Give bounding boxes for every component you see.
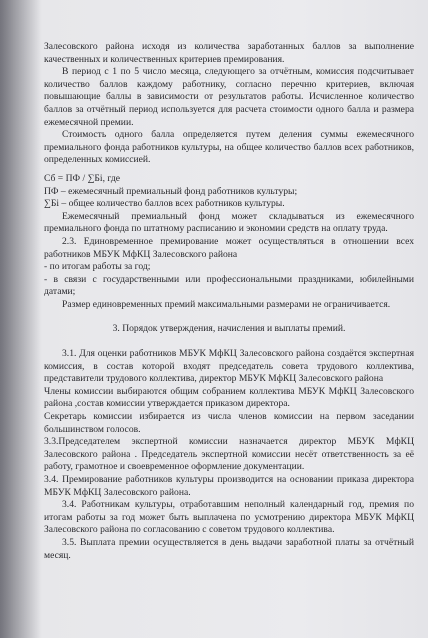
paragraph: Размер единовременных премий максимальными размерами не ограничивается. — [62, 298, 391, 310]
formula-legend: ПФ – ежемесячный премиальный фонд работников культуры; — [44, 185, 298, 197]
paragraph: 3.4. Работникам культуры, отработавшим неполный календарный год, премия по итогам работы за год может быть выплачена по усмотрению директора МБУК МфКЦ Залесовского района по согласованию с советом трудового коллектива. — [44, 499, 414, 536]
paragraph: 2.3. Единовременное премирование может осуществляться в отношении всех работников МБУК МфКЦ Залесовского района — [44, 235, 414, 260]
formula-line: Сб = ПФ / ∑Бi, где — [44, 172, 120, 184]
paragraph: 3.5. Выплата премии осуществляется в день выдачи заработной платы за отчётный месяц. — [44, 536, 414, 561]
paragraph: Секретарь комиссии избирается из числа членов комиссии на первом заседании большинством голосов. — [44, 411, 414, 435]
document-body — [44, 41, 414, 562]
formula-legend: ∑Бi – общее количество баллов всех работников культуры. — [44, 198, 285, 210]
paragraph: 3.1. Для оценки работников МБУК МфКЦ Залесовского района создаётся экспертная комиссия, в состав которой входят председатель совета трудового коллектива, представители трудового коллектива, директор МБУК МфКЦ Залесовского района — [44, 348, 414, 385]
paragraph: В период с 1 по 5 число месяца, следующего за отчётным, комиссия подсчитывает количество баллов каждому работнику, согласно перечню критериев, включая повышающие баллы в зависимости от результатов работы. Исчисленное количество баллов за отчётный период используется для расчета стоимости одного балла и размера ежемесячной премии. — [44, 66, 414, 128]
paragraph: Залесовского района исходя из количества заработанных баллов за выполнение качественных и количественных критериев премирования. — [44, 41, 414, 65]
binding-shadow — [0, 0, 42, 638]
paragraph: Ежемесячный премиальный фонд может складываться из ежемесячного премиального фонда по штатному расписанию и экономии средств на оплату труда. — [44, 210, 414, 235]
paragraph: 3.4. Премирование работников культуры производится на основании приказа директора МБУК МфКЦ Залесовского района. — [44, 474, 414, 498]
paragraph: Стоимость одного балла определяется путем деления суммы ежемесячного премиального фонда работников культуры, на общее количество баллов всех работников, определенных комиссией. — [44, 129, 414, 166]
section-heading: 3. Порядок утверждения, начисления и выплаты премий. — [112, 323, 346, 335]
paragraph: 3.3.Председателем экспертной комиссии назначается директор МБУК МфКЦ Залесовского района . Председатель экспертной комиссии несёт ответственность за её работу, грамотное и своевременное оформление документации. — [44, 436, 414, 473]
paragraph: Члены комиссии выбираются общим собранием коллектива МБУК МфКЦ Залесовского района ,состав комиссии утверждается приказом директора. — [44, 385, 414, 410]
list-item: - по итогам работы за год; — [44, 261, 151, 273]
list-item: - в связи с государственными или профессиональными праздниками, юбилейными датами; — [44, 273, 414, 298]
